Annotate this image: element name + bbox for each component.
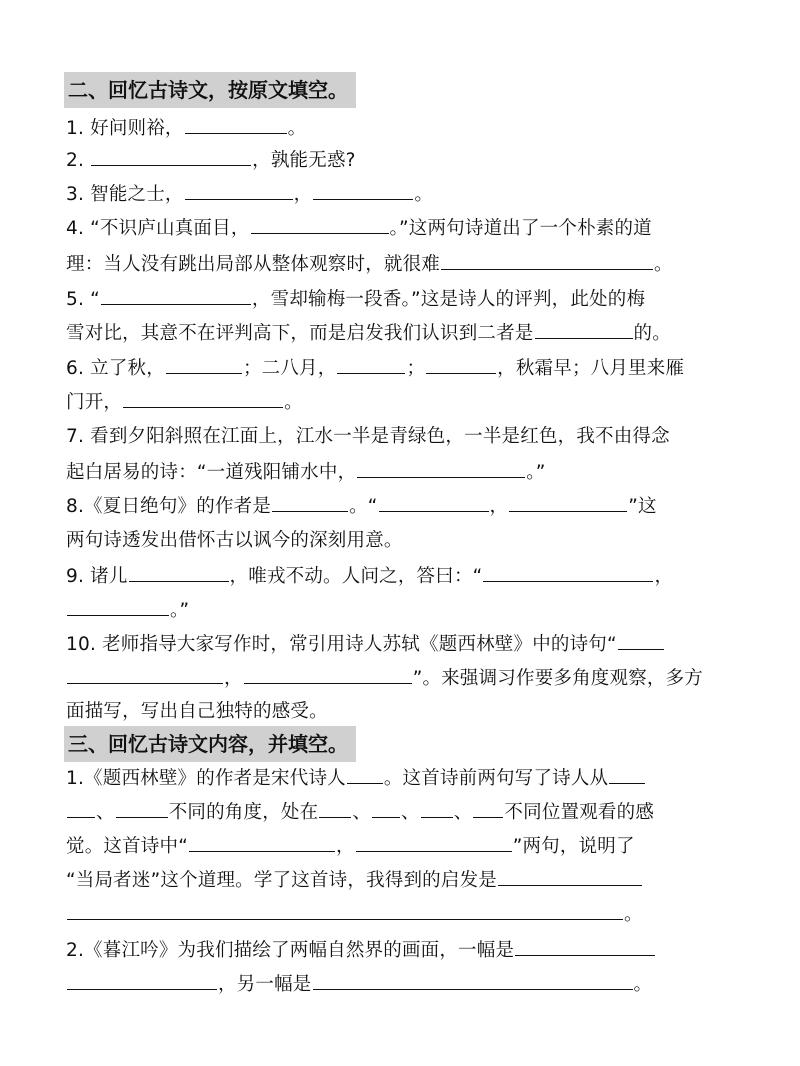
answer-blank[interactable] [244,666,412,684]
answer-blank[interactable] [618,632,664,650]
question-2-5-line-1: 5. “ ，雪却输梅一段香。”这是诗人的评判，此处的梅 [66,289,646,310]
question-2-2: 2. ，孰能无惑? [66,150,356,171]
answer-blank[interactable] [483,564,653,582]
answer-blank[interactable] [426,356,496,374]
question-3-1-line-2: 、 不同的角度，处在 、 、 、 不同位置观看的感 [66,800,654,825]
answer-blank[interactable] [123,390,283,408]
answer-blank[interactable] [313,972,633,990]
answer-blank[interactable] [272,494,348,512]
answer-blank[interactable] [356,834,512,852]
answer-blank[interactable] [441,252,653,270]
question-3-1-line-5: 。 [66,902,643,927]
question-2-10-line-2: ， ”。来强调习作要多角度观察，多方 [66,666,703,691]
answer-blank[interactable] [189,834,335,852]
answer-blank[interactable] [347,766,383,784]
answer-blank[interactable] [313,182,413,200]
question-2-1: 1. 好问则裕， 。 [66,118,307,139]
question-2-9-line-2: 。” [66,598,189,623]
section-3-heading: 三、回忆古诗文内容，并填空。 [64,726,356,762]
question-3-2-line-2: ，另一幅是 。 [66,972,652,997]
answer-blank[interactable] [116,800,168,818]
answer-blank[interactable] [509,494,627,512]
answer-blank[interactable] [185,116,287,134]
answer-blank[interactable] [498,868,642,886]
question-2-5-line-2: 雪对比，其意不在评判高下，而是启发我们认识到二者是 的。 [66,323,671,344]
answer-blank[interactable] [67,598,169,616]
answer-blank[interactable] [535,321,633,339]
answer-blank[interactable] [515,938,655,956]
answer-blank[interactable] [609,766,645,784]
answer-blank[interactable] [337,356,405,374]
answer-blank[interactable] [372,800,400,818]
answer-blank[interactable] [251,216,389,234]
answer-blank[interactable] [421,800,453,818]
question-2-8-line-2: 两句诗透发出借怀古以讽今的深刻用意。 [66,530,403,551]
answer-blank[interactable] [67,800,95,818]
answer-blank[interactable] [67,902,623,920]
question-2-7-line-1: 7. 看到夕阳斜照在江面上，江水一半是青绿色，一半是红色，我不由得念 [66,426,670,447]
answer-blank[interactable] [101,287,251,305]
question-2-10-line-1: 10. 老师指导大家写作时，常引用诗人苏轼《题西林壁》中的诗句“ [66,632,665,657]
answer-blank[interactable] [67,972,217,990]
question-3-1-line-3: 觉。这首诗中“ ， ”两句，说明了 [66,836,635,857]
question-2-7-line-2: 起白居易的诗：“一道残阳铺水中， 。” [66,462,546,483]
question-2-6-line-2: 门开， 。 [66,392,303,413]
answer-blank[interactable] [473,800,503,818]
answer-blank[interactable] [379,494,489,512]
answer-blank[interactable] [166,356,242,374]
answer-blank[interactable] [129,564,229,582]
question-2-4-line-2: 理：当人没有跳出局部从整体观察时，就很难 。 [66,254,673,275]
question-2-8-line-1: 8.《夏日绝句》的作者是 。“ ， ”这 [66,496,657,517]
answer-blank[interactable] [357,460,525,478]
answer-blank[interactable] [67,666,223,684]
question-2-6-line-1: 6. 立了秋， ；二八月， ； ，秋霜早；八月里来雁 [66,358,685,379]
question-3-1-line-4: “当局者迷”这个道理。学了这首诗，我得到的启发是 [66,868,643,893]
question-2-9-line-1: 9. 诸儿 ，唯戎不动。人问之，答曰：“ ， [66,566,674,587]
answer-blank[interactable] [185,182,293,200]
answer-blank[interactable] [319,800,351,818]
question-3-1-line-1: 1.《题西林壁》的作者是宋代诗人 。这首诗前两句写了诗人从 [66,766,646,791]
question-2-10-line-3: 面描写，写出自己独特的感受。 [66,701,328,722]
question-2-4-line-1: 4. “不识庐山真面目， 。”这两句诗道出了一个朴素的道 [66,218,652,239]
section-2-heading: 二、回忆古诗文，按原文填空。 [64,72,356,108]
question-3-2-line-1: 2.《暮江吟》为我们描绘了两幅自然界的画面，一幅是 [66,938,656,963]
question-2-3: 3. 智能之士， ， 。 [66,184,434,205]
answer-blank[interactable] [91,148,251,166]
